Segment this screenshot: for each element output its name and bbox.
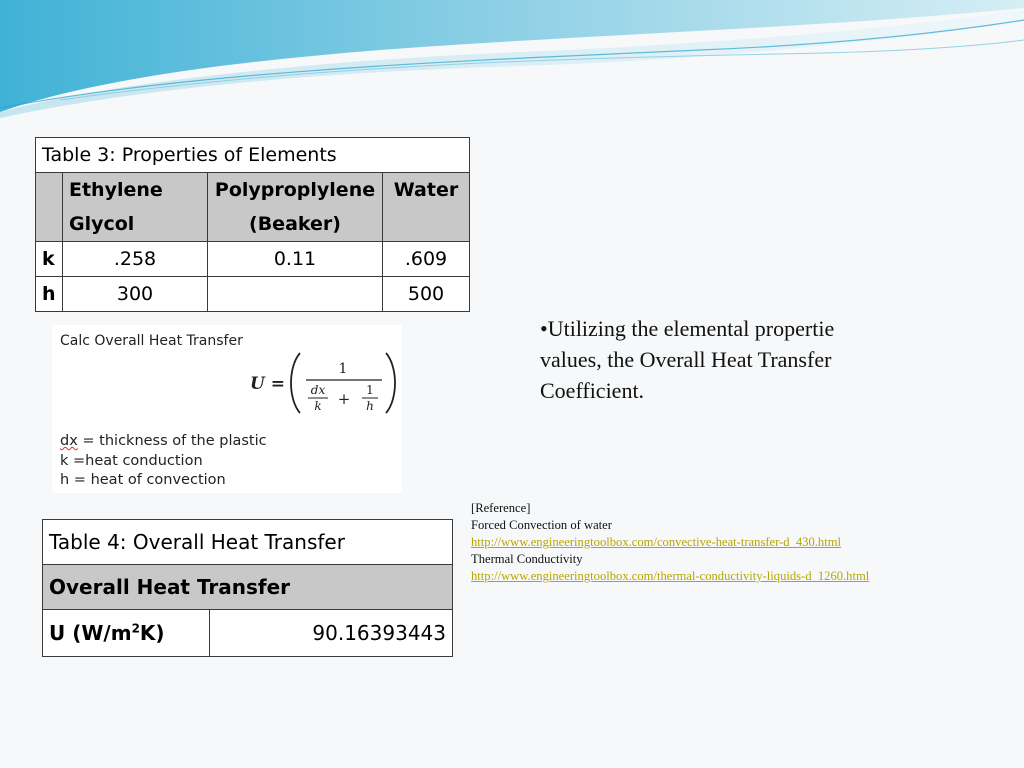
formula-k: k — [314, 399, 322, 413]
reference-link[interactable]: http://www.engineeringtoolbox.com/convective-heat-transfer-d_430.html — [471, 535, 841, 549]
table-cell: 0.11 — [208, 242, 383, 277]
row-label: k — [36, 242, 63, 277]
wave-banner — [0, 0, 1024, 120]
reference-title: Forced Convection of water — [471, 518, 612, 532]
table-row — [36, 277, 470, 312]
table3-corner-cell — [36, 173, 63, 242]
formula-numerator: 1 — [338, 361, 348, 377]
reference-title: Thermal Conductivity — [471, 552, 583, 566]
formula-def-k: k =heat conduction — [60, 453, 203, 469]
table-cell: 300 — [63, 277, 208, 312]
table3-col-polypropylene — [208, 173, 383, 242]
references-heading: [Reference] — [471, 501, 531, 515]
formula-equation — [248, 347, 398, 417]
table3-col-water — [383, 173, 470, 242]
table3-caption: Table 3: Properties of Elements — [36, 138, 470, 173]
formula-image — [52, 325, 402, 493]
table-cell: .258 — [63, 242, 208, 277]
table-cell: 500 — [383, 277, 470, 312]
table4-row-value: 90.16393443 — [210, 610, 453, 657]
properties-table — [35, 137, 470, 312]
references — [471, 500, 1011, 585]
formula-h: h — [366, 399, 374, 413]
col-header-line: Polyproplylene — [214, 179, 376, 201]
table3-col-ethylene-glycol — [63, 173, 208, 242]
formula-lhs: U = — [250, 374, 285, 394]
formula-def-dx: dx = thickness of the plastic — [60, 433, 267, 449]
col-header-line: Ethylene — [69, 179, 163, 201]
row-label: h — [36, 277, 63, 312]
overall-heat-transfer-table — [42, 519, 453, 657]
table-row — [43, 610, 453, 657]
table-cell — [208, 277, 383, 312]
table-row — [36, 242, 470, 277]
formula-dx: dx — [310, 383, 326, 397]
formula-title: Calc Overall Heat Transfer — [60, 333, 243, 349]
table-cell: .609 — [383, 242, 470, 277]
table4-row-label: U $(W/m^2K)$ — [43, 610, 210, 657]
col-header-line: Water — [393, 179, 459, 201]
formula-def-h: h = heat of convection — [60, 472, 226, 488]
table4-caption: Table 4: Overall Heat Transfer — [43, 520, 453, 565]
col-header-line: (Beaker) — [249, 213, 341, 235]
reference-link[interactable]: http://www.engineeringtoolbox.com/thermal-conductivity-liquids-d_1260.html — [471, 569, 870, 583]
table4-subheader: Overall Heat Transfer — [43, 565, 453, 610]
col-header-line: Glycol — [69, 213, 135, 235]
bullet-text: •Utilizing the elemental propertie values, the Overall Heat Transfer Coefficient. — [540, 316, 835, 403]
formula-one: 1 — [366, 383, 374, 397]
formula-plus: + — [337, 390, 351, 408]
